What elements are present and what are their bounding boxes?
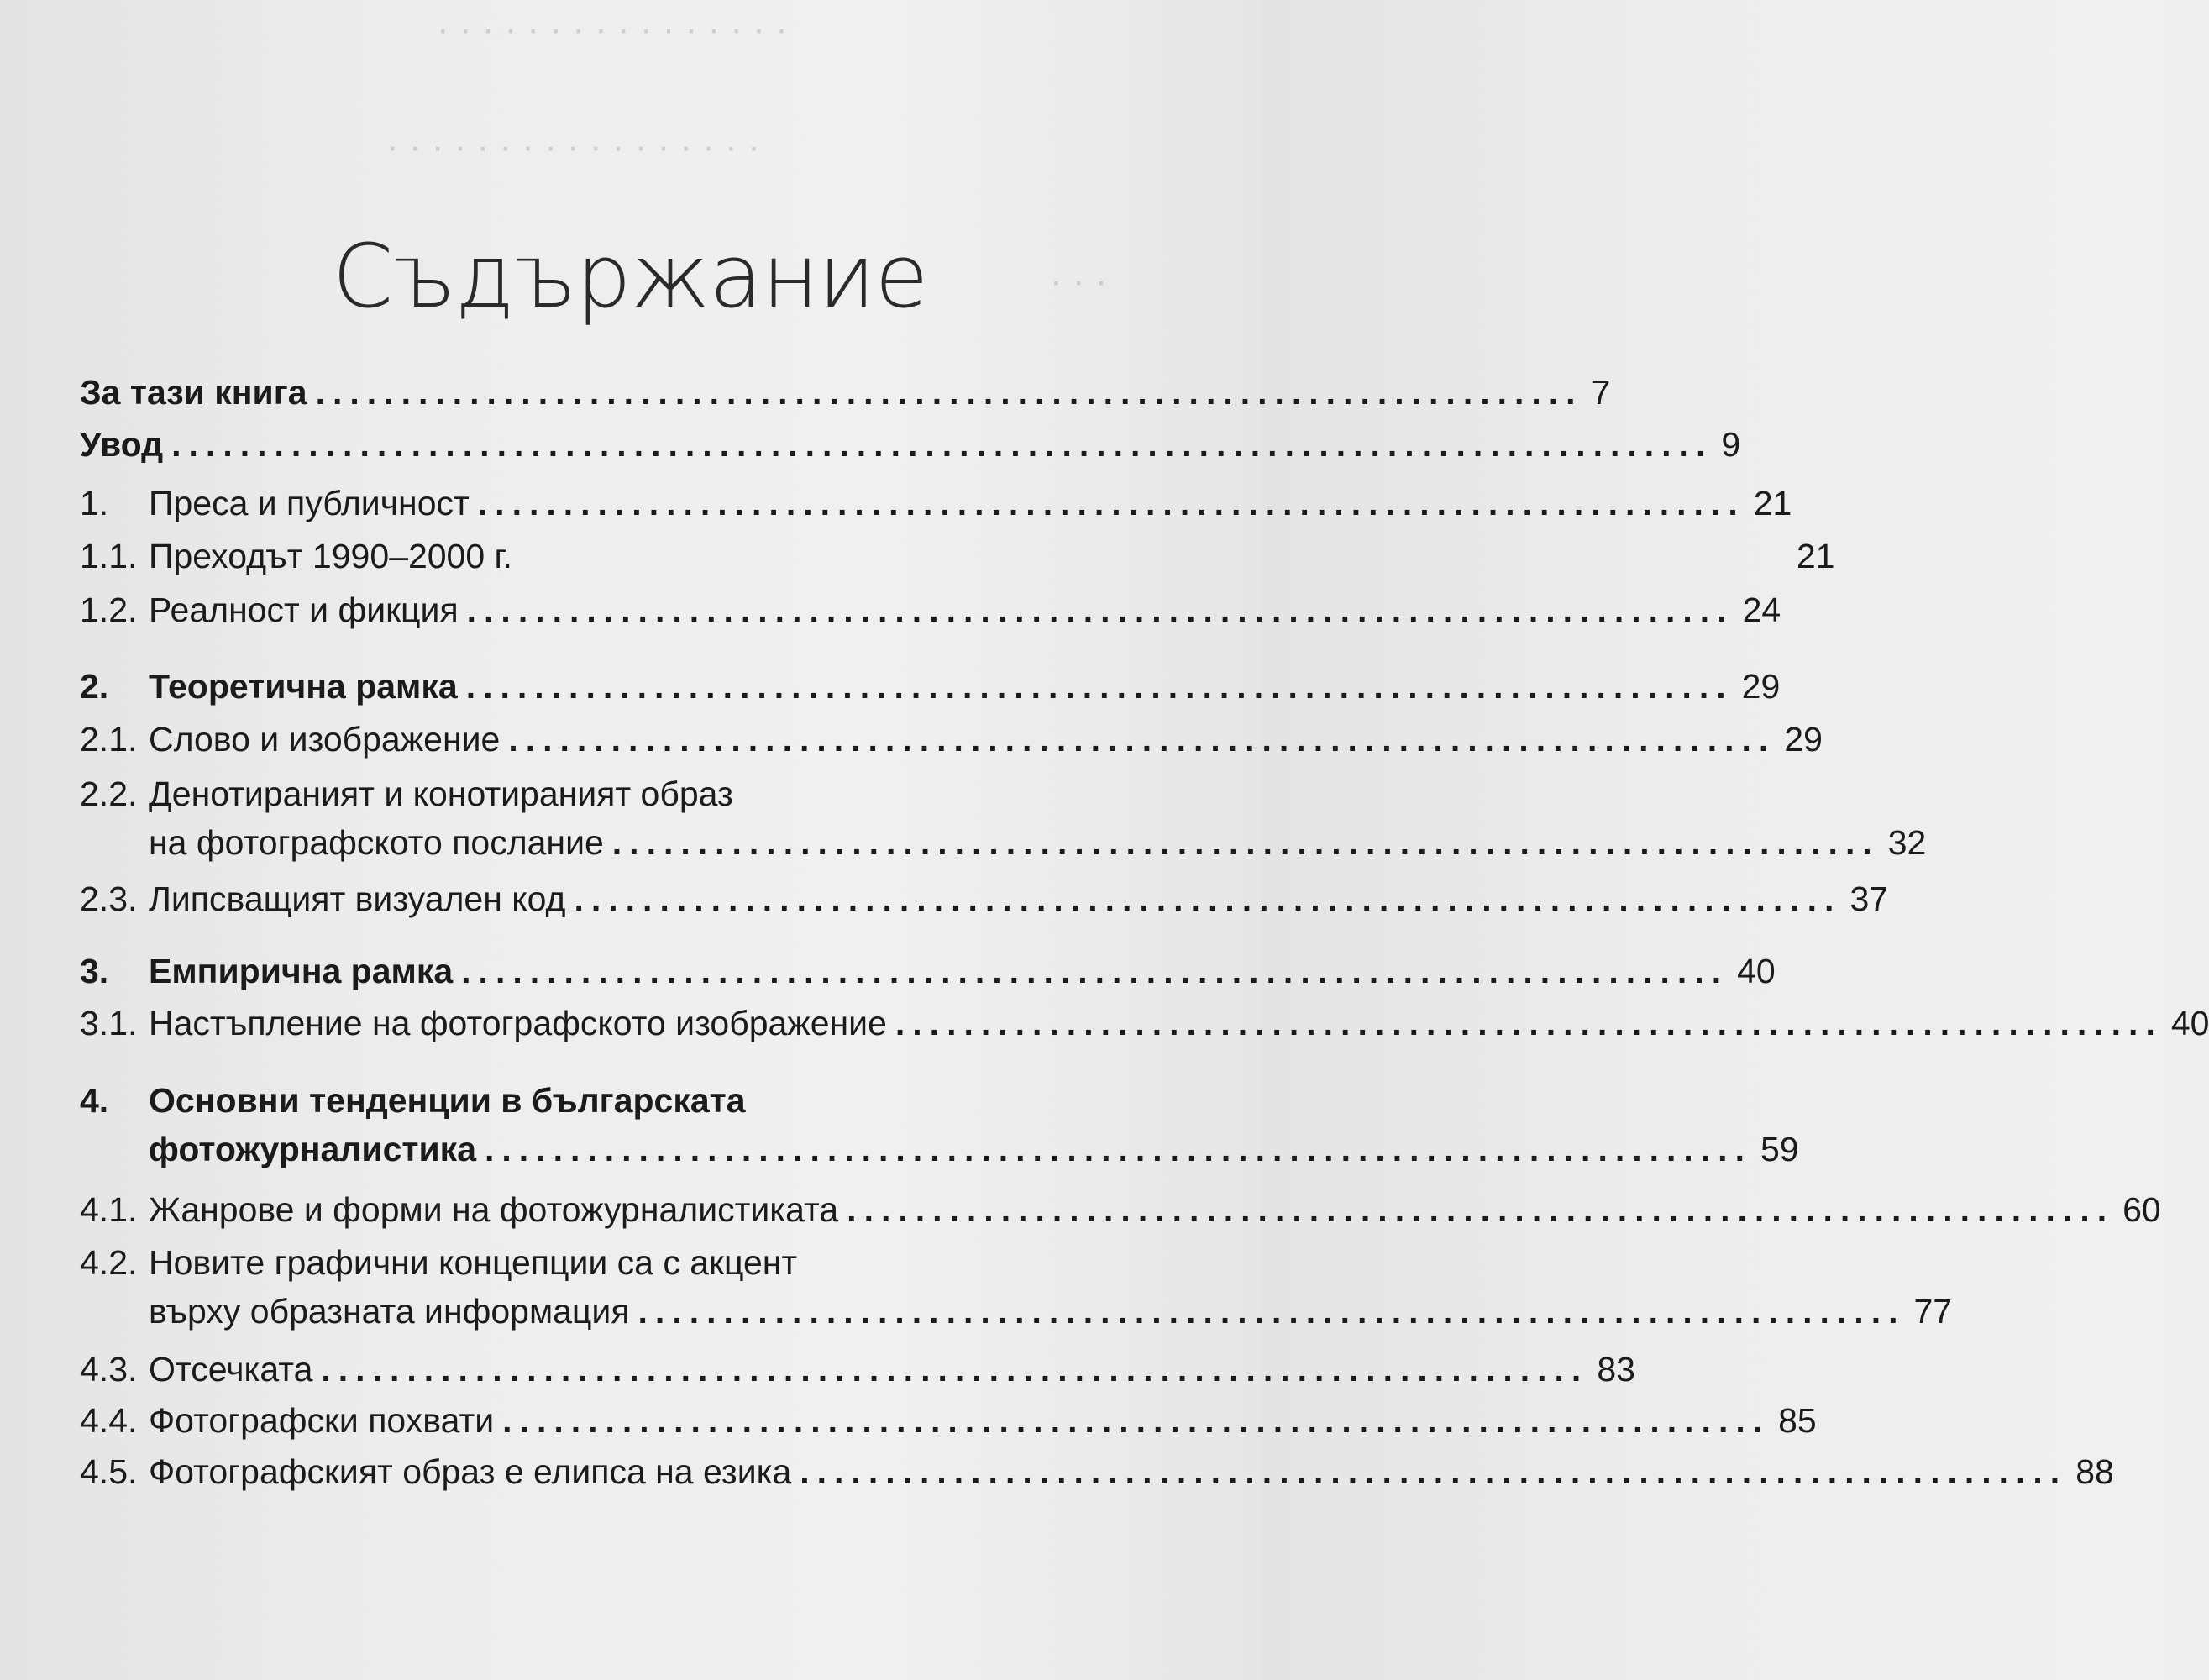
- toc-entry[interactable]: [80, 662, 1781, 711]
- toc-entry[interactable]: [80, 874, 1889, 923]
- dot-leader: ..........................................................................: [895, 1004, 2163, 1042]
- toc-entry-title: За тази книга: [80, 373, 307, 412]
- toc-number: 1.: [80, 484, 109, 522]
- toc-page-number: 40: [2170, 1004, 2209, 1042]
- dot-leader: ..........................................................................: [611, 823, 1880, 862]
- toc-entry[interactable]: [80, 420, 1741, 469]
- toc-page-number: 40: [1737, 952, 1776, 990]
- toc-entry-title: Настъпление на фотографското изображение: [149, 1004, 887, 1042]
- toc-number: 4.2.: [80, 1243, 138, 1282]
- show-through-text: · · · · · · · · · · · · · · · ·: [437, 8, 788, 50]
- dot-leader: ..........................................................................: [502, 1401, 1771, 1440]
- toc-number: 4.: [80, 1081, 109, 1120]
- toc-number: 4.1.: [80, 1190, 138, 1229]
- dot-leader: ..........................................................................: [315, 373, 1583, 412]
- toc-number: 1.1.: [80, 537, 138, 575]
- toc-entry-title: Увод: [80, 425, 164, 464]
- toc-entry-title: Липсващият визуален код: [149, 879, 566, 918]
- toc-page-number: 60: [2122, 1190, 2161, 1229]
- dot-leader: ..........................................................................................: [171, 425, 1713, 464]
- toc-entry[interactable]: [80, 1447, 2114, 1496]
- toc-entry[interactable]: [80, 1345, 1635, 1394]
- toc-entry-title: върху образната информация: [149, 1292, 630, 1331]
- dot-leader: ..........................................................................: [847, 1190, 2115, 1229]
- toc-number: 4.5.: [80, 1452, 138, 1491]
- toc-entry[interactable]: [80, 947, 1776, 995]
- toc-entry-title: фотожурналистика: [149, 1130, 477, 1168]
- page-title: Съдържание: [332, 225, 928, 328]
- dot-leader: ..........................................................................: [574, 879, 1842, 918]
- toc-entry[interactable]: [80, 1076, 1799, 1173]
- dot-leader: ..........................................................................: [638, 1292, 1906, 1331]
- toc-entry[interactable]: [80, 479, 1792, 528]
- toc-entry[interactable]: [80, 368, 1611, 417]
- toc-entry[interactable]: [80, 999, 2209, 1047]
- toc-page-number: 77: [1913, 1292, 1953, 1331]
- show-through-text: · · · · · · · · · · · · · · · · ·: [386, 126, 760, 167]
- toc-entry[interactable]: [80, 1238, 1953, 1336]
- toc-entry-title-line1: Основни тенденции в българската: [149, 1081, 746, 1120]
- dot-leader: ..........................................................................: [477, 484, 1745, 522]
- toc-entry[interactable]: [80, 769, 1927, 867]
- toc-entry[interactable]: [80, 1396, 1817, 1445]
- show-through-text: · · ·: [1050, 260, 1108, 302]
- dot-leader: ..........................................................................: [465, 667, 1734, 706]
- toc-page-number: 59: [1760, 1130, 1799, 1168]
- dot-leader: ..........................................................................: [466, 591, 1734, 629]
- toc-entry[interactable]: [80, 715, 1823, 764]
- toc-page-number: 32: [1887, 823, 1927, 862]
- dot-leader: [521, 532, 1788, 580]
- toc-number: 4.3.: [80, 1350, 138, 1389]
- toc-entry-title: Теоретична рамка: [149, 667, 458, 706]
- toc-entry-title: Слово и изображение: [149, 720, 501, 759]
- toc-page-number: 83: [1597, 1350, 1635, 1389]
- toc-entry-title: на фотографското послание: [149, 823, 604, 862]
- toc-page-number: 9: [1721, 425, 1741, 464]
- toc-page-number: 24: [1742, 591, 1781, 629]
- toc-entry-title: Жанрове и форми на фотожурналистиката: [149, 1190, 839, 1229]
- toc-entry[interactable]: [80, 585, 1781, 634]
- toc-entry-title: Емпирична рамка: [149, 952, 454, 990]
- toc-page-number: 29: [1741, 667, 1781, 706]
- toc-number: 3.: [80, 952, 109, 990]
- toc-number: 1.2.: [80, 591, 138, 629]
- dot-leader: ..........................................................................: [485, 1130, 1752, 1168]
- toc-entry-title: Реалност и фикция: [149, 591, 459, 629]
- toc-page-number: 85: [1778, 1401, 1817, 1440]
- toc-entry-title-line1: Денотираният и конотираният образ: [149, 774, 733, 813]
- toc-entry-title: Отсечката: [149, 1350, 313, 1389]
- toc-page-number: 88: [2075, 1452, 2114, 1491]
- toc-entry-title: Фотографският образ е елипса на езика: [149, 1452, 792, 1491]
- dot-leader: ..........................................................................: [508, 720, 1776, 759]
- toc-entry[interactable]: [80, 532, 1835, 580]
- toc-entry-title-line1: Новите графични концепции са с акцент: [149, 1243, 798, 1282]
- dot-leader: ..........................................................................: [461, 952, 1729, 990]
- toc-number: 2.: [80, 667, 109, 706]
- toc-entry-title: Преходът 1990–2000 г.: [149, 537, 512, 575]
- toc-number: 3.1.: [80, 1004, 138, 1042]
- dot-leader: ..........................................................................: [800, 1452, 2068, 1491]
- toc-entry[interactable]: [80, 1185, 2161, 1234]
- dot-leader: ..........................................................................: [321, 1350, 1589, 1389]
- toc-page-number: 7: [1591, 373, 1611, 412]
- toc-page-number: 21: [1753, 484, 1792, 522]
- toc-number: 4.4.: [80, 1401, 138, 1440]
- toc-number: 2.2.: [80, 774, 138, 813]
- toc-number: 2.1.: [80, 720, 138, 759]
- toc-page-number: 29: [1784, 720, 1823, 759]
- toc-page-number: 37: [1850, 879, 1889, 918]
- toc-entry-title: Преса и публичност: [149, 484, 470, 522]
- toc-entry-title: Фотографски похвати: [149, 1401, 495, 1440]
- toc-page-number: 21: [1796, 537, 1835, 575]
- toc-number: 2.3.: [80, 879, 138, 918]
